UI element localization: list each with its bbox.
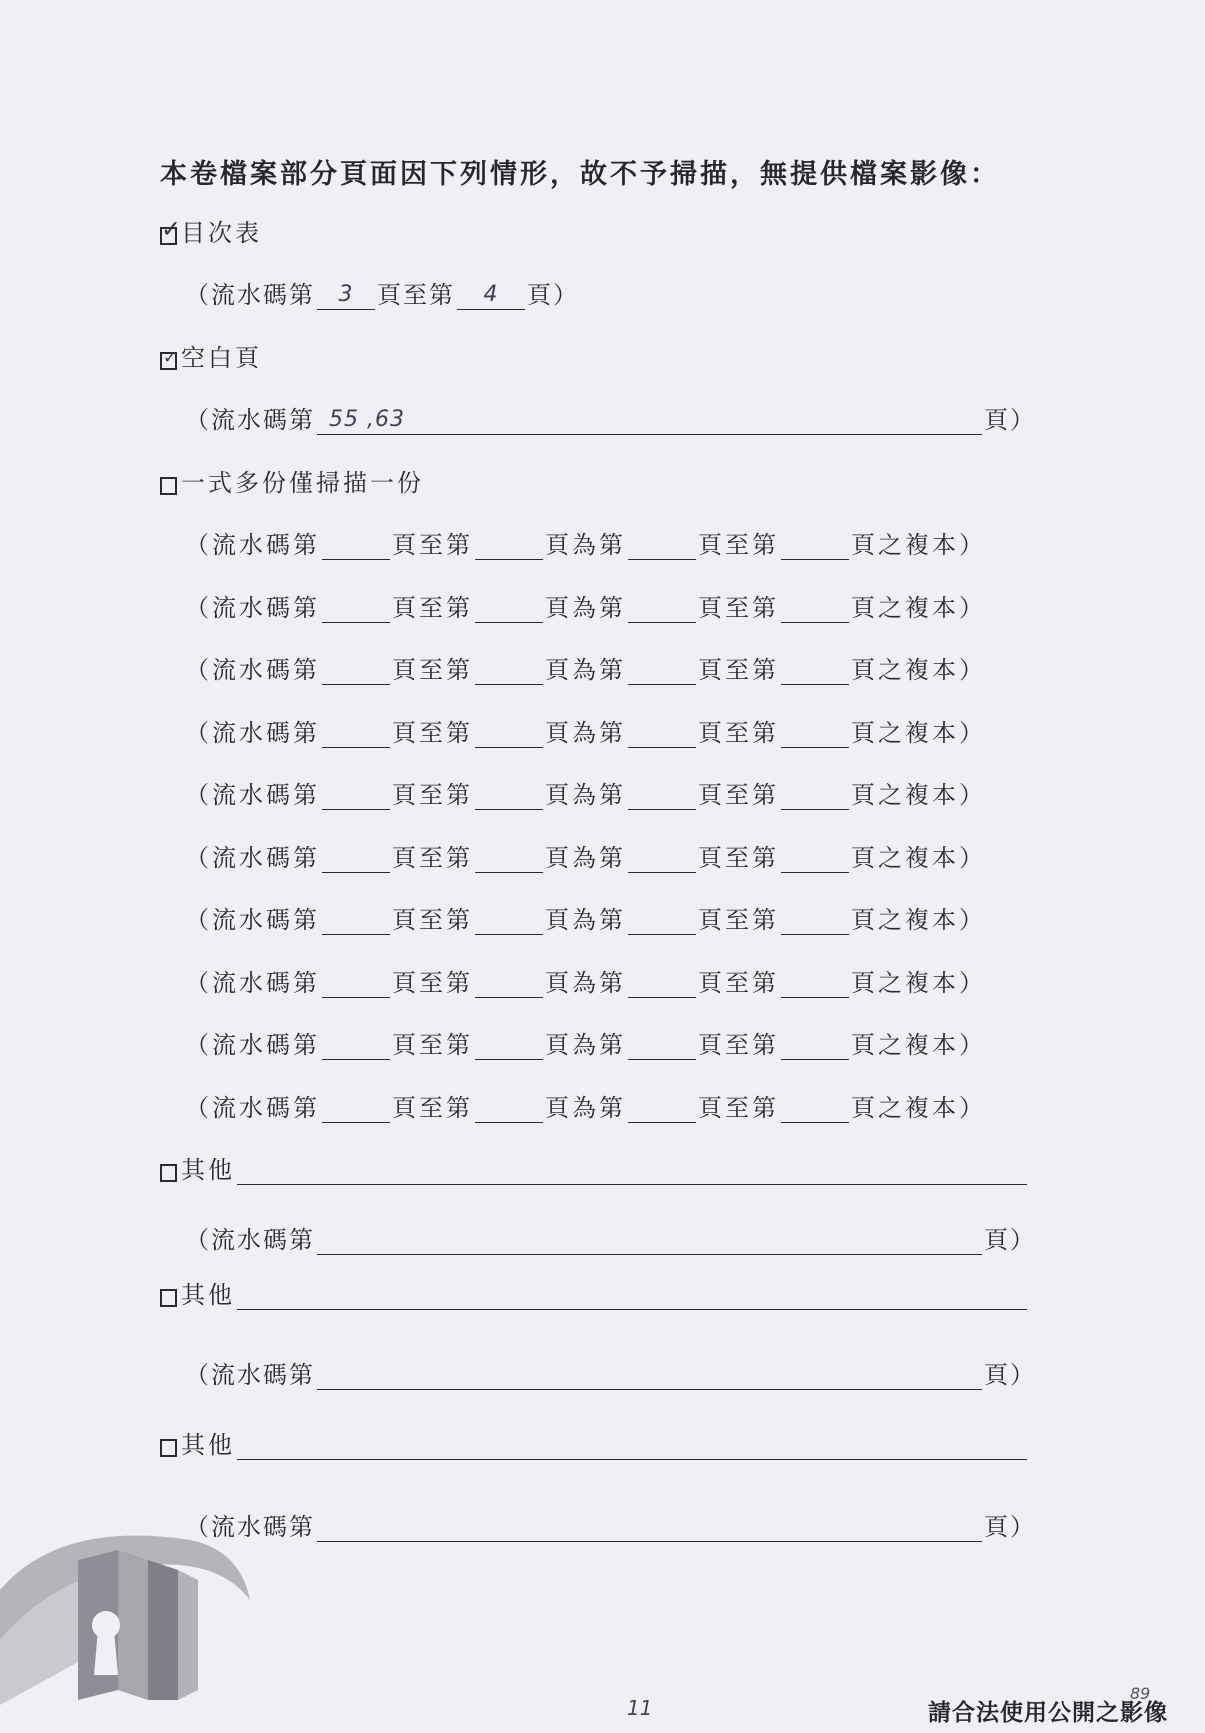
multi-copy-row-text: 頁之複本） [851, 1093, 986, 1122]
blank-pages-field [317, 408, 982, 435]
multi-copy-row [185, 838, 986, 873]
other-range-field-3 [317, 1515, 982, 1542]
multi-copy-row-text: 頁至第 [698, 531, 779, 559]
multi-copy-row [185, 1025, 986, 1060]
multi-copy-row-text: （流水碼第 [185, 593, 320, 622]
multi-copy-row-text: 頁為第 [545, 968, 626, 997]
multi-copy-row-text: （流水碼第 [185, 1093, 320, 1122]
multi-copy-blank-field [781, 846, 849, 873]
other-prefix-2: （流水碼第 [185, 1361, 315, 1389]
multi-copy-row-text: 頁之複本） [851, 843, 986, 872]
toc-from-value: 3 [338, 282, 354, 307]
toc-prefix: （流水碼第 [185, 281, 315, 309]
multi-copy-row-text: 頁之複本） [851, 1031, 986, 1059]
multi-copy-row-text: 頁為第 [545, 843, 626, 872]
multi-copy-blank-field [475, 721, 543, 748]
multi-copy-blank-field [628, 783, 696, 810]
multi-copy-blank-field [322, 783, 390, 810]
toc-mid: 頁至第 [377, 281, 455, 309]
toc-checkbox [160, 215, 182, 245]
multi-copy-row-text: （流水碼第 [185, 656, 320, 684]
multi-copy-row [185, 525, 986, 560]
other-option-3 [160, 1425, 1029, 1460]
multi-copy-row-text: 頁至第 [698, 718, 779, 747]
multi-copy-blank-field [322, 846, 390, 873]
multi-copy-blank-field [322, 971, 390, 998]
multi-copy-blank-field [475, 658, 543, 685]
multi-copy-row-text: 頁至第 [392, 593, 473, 622]
multi-copy-row-text: （流水碼第 [185, 531, 320, 559]
multi-copy-blank-field [628, 1033, 696, 1060]
multi-copy-blank-field [475, 533, 543, 560]
multi-copy-blank-field [475, 783, 543, 810]
multi-copy-row-text: 頁為第 [545, 906, 626, 934]
multi-copy-blank-field [781, 721, 849, 748]
multi-copy-row-text: （流水碼第 [185, 1031, 320, 1059]
blank-pages-suffix: 頁） [984, 406, 1036, 434]
multi-copy-row-text: 頁至第 [392, 781, 473, 809]
toc-to-field [457, 283, 525, 310]
toc-to-value: 4 [483, 282, 499, 307]
multi-copy-blank-field [322, 1033, 390, 1060]
multi-copy-row [185, 650, 986, 685]
multi-copy-blank-field [781, 596, 849, 623]
other-range-line-2 [185, 1355, 1036, 1390]
multi-copy-row-text: 頁至第 [698, 843, 779, 872]
multi-copy-option [160, 463, 424, 498]
toc-option [160, 213, 262, 248]
other-range-field-1 [317, 1228, 982, 1255]
multi-copy-blank-field [781, 658, 849, 685]
multi-copy-row-text: 頁至第 [392, 906, 473, 934]
other-range-line-1 [185, 1220, 1036, 1255]
multi-copy-row [185, 775, 986, 810]
multi-copy-row-text: 頁至第 [392, 656, 473, 684]
multi-copy-blank-field [628, 596, 696, 623]
multi-copy-blank-field [322, 721, 390, 748]
blank-pages-checkbox [160, 348, 178, 370]
multi-copy-row-text: 頁至第 [392, 1031, 473, 1059]
multi-copy-row-text: 頁之複本） [851, 718, 986, 747]
multi-copy-row-text: 頁為第 [545, 1093, 626, 1122]
multi-copy-row-text: 頁為第 [545, 593, 626, 622]
other-checkbox-1 [160, 1164, 177, 1182]
public-use-notice: 請合法使用公開之影像 [928, 1699, 1168, 1726]
other-label-2: 其他 [181, 1281, 235, 1309]
multi-copy-row-text: 頁至第 [698, 593, 779, 622]
multi-copy-blank-field [781, 783, 849, 810]
multi-copy-blank-field [628, 971, 696, 998]
multi-copy-blank-field [322, 533, 390, 560]
other-checkbox-2 [160, 1289, 177, 1307]
multi-copy-blank-field [322, 1096, 390, 1123]
multi-copy-row-text: 頁之複本） [851, 593, 986, 622]
multi-copy-blank-field [628, 1096, 696, 1123]
multi-copy-label: 一式多份僅掃描一份 [181, 469, 424, 497]
multi-copy-row-text: 頁之複本） [851, 531, 986, 559]
multi-copy-row-text: （流水碼第 [185, 906, 320, 934]
multi-copy-row-text: 頁之複本） [851, 968, 986, 997]
multi-copy-row-text: 頁為第 [545, 1031, 626, 1059]
multi-copy-row-text: 頁至第 [698, 656, 779, 684]
multi-copy-row-text: 頁至第 [392, 843, 473, 872]
other-checkbox-3 [160, 1439, 177, 1457]
other-suffix-3: 頁） [984, 1513, 1036, 1541]
multi-copy-row-text: 頁為第 [545, 531, 626, 559]
multi-copy-row-text: 頁之複本） [851, 656, 986, 684]
multi-copy-row-text: （流水碼第 [185, 781, 320, 809]
blank-pages-value: 55 ,63 [329, 407, 405, 432]
multi-copy-row [185, 900, 986, 935]
multi-copy-blank-field [475, 846, 543, 873]
multi-copy-blank-field [781, 908, 849, 935]
multi-copy-blank-field [628, 658, 696, 685]
multi-copy-row-text: 頁至第 [698, 781, 779, 809]
multi-copy-row-text: 頁至第 [698, 968, 779, 997]
blank-pages-line [185, 400, 1036, 435]
page-number: 11 [627, 1696, 653, 1720]
multi-copy-row-text: 頁之複本） [851, 781, 986, 809]
other-prefix-1: （流水碼第 [185, 1226, 315, 1254]
multi-copy-blank-field [628, 908, 696, 935]
multi-copy-row-text: 頁至第 [392, 718, 473, 747]
multi-copy-row-text: 頁至第 [392, 1093, 473, 1122]
other-range-line-3 [185, 1507, 1036, 1542]
archive-logo [0, 1530, 260, 1710]
multi-copy-row [185, 588, 986, 623]
blank-pages-prefix: （流水碼第 [185, 406, 315, 434]
page-heading: 本卷檔案部分頁面因下列情形，故不予掃描，無提供檔案影像： [160, 159, 1000, 190]
blank-pages-label: 空白頁 [181, 344, 262, 372]
multi-copy-row [185, 1088, 986, 1123]
multi-copy-row-text: 頁至第 [698, 906, 779, 934]
multi-copy-row-text: 頁至第 [698, 1031, 779, 1059]
other-field-2 [237, 1285, 1027, 1310]
multi-copy-blank-field [322, 596, 390, 623]
other-field-3 [237, 1435, 1027, 1460]
multi-copy-row-text: （流水碼第 [185, 843, 320, 872]
other-label-3: 其他 [181, 1431, 235, 1459]
other-field-1 [237, 1160, 1027, 1185]
other-suffix-1: 頁） [984, 1226, 1036, 1254]
multi-copy-row [185, 963, 986, 998]
multi-copy-row-text: 頁至第 [698, 1093, 779, 1122]
multi-copy-blank-field [781, 533, 849, 560]
multi-copy-row-text: 頁為第 [545, 656, 626, 684]
other-range-field-2 [317, 1363, 982, 1390]
multi-copy-row-text: （流水碼第 [185, 968, 320, 997]
multi-copy-blank-field [475, 908, 543, 935]
toc-range-line [185, 275, 579, 310]
multi-copy-row-text: 頁為第 [545, 781, 626, 809]
toc-from-field [317, 283, 375, 310]
corner-stamp-number: 89 [1130, 1684, 1151, 1703]
other-suffix-2: 頁） [984, 1361, 1036, 1389]
multi-copy-blank-field [628, 533, 696, 560]
blank-pages-option [160, 338, 262, 373]
multi-copy-blank-field [628, 846, 696, 873]
multi-copy-blank-field [475, 1033, 543, 1060]
other-prefix-3: （流水碼第 [185, 1513, 315, 1541]
multi-copy-row-text: （流水碼第 [185, 718, 320, 747]
multi-copy-row [185, 713, 986, 748]
check-mark-icon: ✓ [161, 215, 182, 243]
multi-copy-row-text: 頁至第 [392, 968, 473, 997]
multi-copy-row-text: 頁之複本） [851, 906, 986, 934]
other-option-2 [160, 1275, 1029, 1310]
multi-copy-blank-field [781, 1096, 849, 1123]
toc-suffix: 頁） [527, 281, 579, 309]
multi-copy-blank-field [475, 1096, 543, 1123]
toc-label: 目次表 [181, 219, 262, 247]
multi-copy-row-text: 頁至第 [392, 531, 473, 559]
multi-copy-blank-field [322, 658, 390, 685]
check-mark-icon: ✓ [163, 348, 178, 368]
other-label-1: 其他 [181, 1156, 235, 1184]
multi-copy-checkbox [160, 477, 177, 495]
multi-copy-blank-field [628, 721, 696, 748]
multi-copy-blank-field [475, 596, 543, 623]
multi-copy-blank-field [322, 908, 390, 935]
multi-copy-blank-field [781, 971, 849, 998]
multi-copy-blank-field [781, 1033, 849, 1060]
other-option-1 [160, 1150, 1029, 1185]
multi-copy-blank-field [475, 971, 543, 998]
multi-copy-row-text: 頁為第 [545, 718, 626, 747]
